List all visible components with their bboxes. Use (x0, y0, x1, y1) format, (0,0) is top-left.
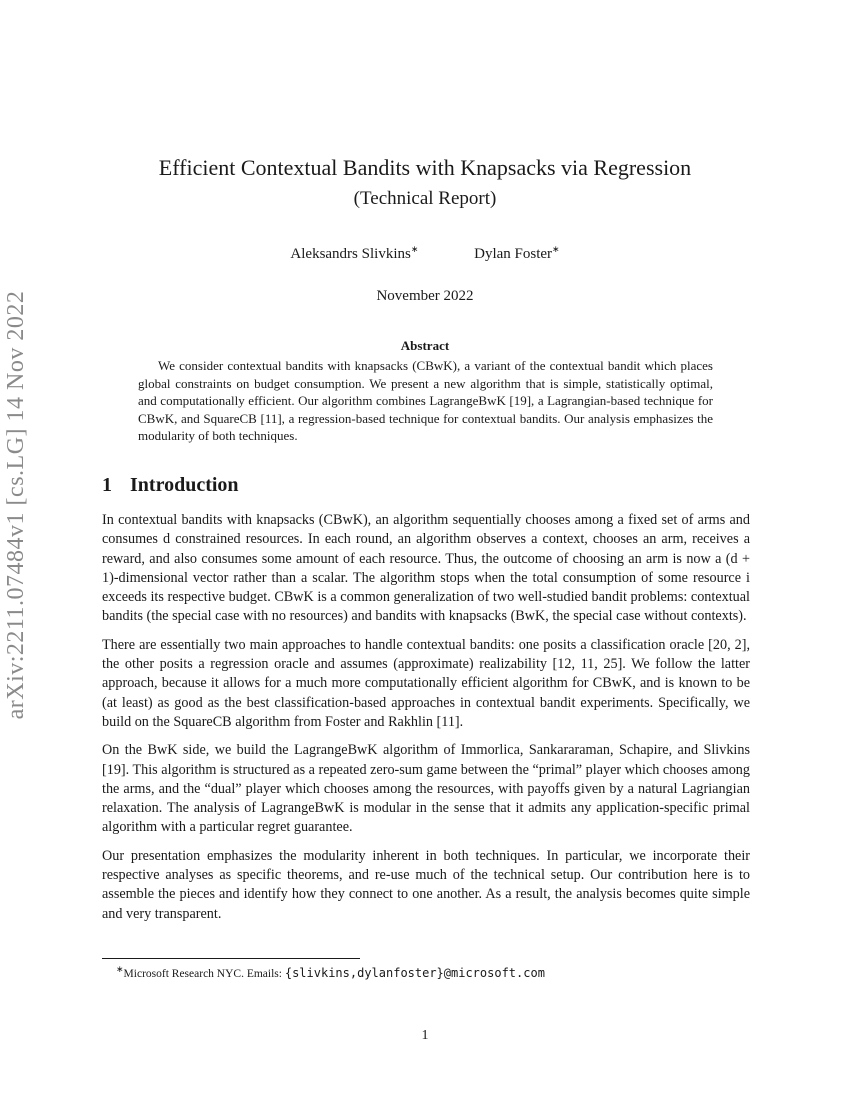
footnote-mark: ∗ (116, 964, 124, 974)
footnote-emails: {slivkins,dylanfoster}@microsoft.com (284, 965, 545, 980)
abstract-text: We consider contextual bandits with knapsacks (CBwK), a variant of the contextual bandit which places global constraints on budget consumption. We present a new algorithm that is simple, statistically optimal, and computationally efficient. Our algorithm combines LagrangeBwK [19], a Lagrangian-based technique for CBwK, and SquareCB [11], a regression-based technique for contextual bandits. Our analysis emphasizes the modularity of both techniques. (138, 358, 713, 443)
page-number: 1 (421, 1028, 429, 1043)
paragraph: Our presentation emphasizes the modularity inherent in both techniques. In particular, we incorporate their respective analyses as specific theorems, and re-use much of the technical setup. Our contribution here is to assemble the pieces and identify how they connect to one another. As a result, the analysis becomes quite simple and very transparent. (102, 847, 750, 922)
section-heading (102, 474, 239, 497)
author-list (0, 244, 850, 263)
paper-title: Efficient Contextual Bandits with Knapsacks via Regression (158, 155, 692, 180)
paragraph: There are essentially two main approaches to handle contextual bandits: one posits a classification oracle [20, 2], the other posits a regression oracle and assumes (approximate) realizability [12, 11, 25]. We follow the latter approach, because it allows for a much more computationally efficient algorithm for CBwK, and is known to be (at least) as good as the best classification-based approaches in contextual bandit experiments. Specifically, we build on the SquareCB algorithm from Foster and Rakhlin [11]. (102, 636, 750, 730)
section-title: Introduction (130, 474, 239, 496)
section-number: 1 (102, 474, 112, 496)
abstract-heading: Abstract (400, 338, 450, 353)
author-name: Dylan Foster (474, 246, 553, 262)
paragraph: In contextual bandits with knapsacks (CBwK), an algorithm sequentially chooses among a fixed set of arms and consumes d constrained resources. In each round, an algorithm observes a context, chooses an arm, receives a reward, and also consumes some amount of each resource. Thus, the outcome of choosing an arm is now a (d + 1)-dimensional vector rather than a scalar. The algorithm stops when the total consumption of some resource i exceeds its respective budget. CBwK is a common generalization of two well-studied bandit problems: contextual bandits (the special case with no resources) and bandits with knapsacks (BwK, the special case without contexts). (102, 512, 750, 625)
paper-date: November 2022 (376, 288, 474, 304)
paper-subtitle: (Technical Report) (353, 188, 497, 209)
body-text (102, 511, 750, 933)
author (474, 246, 559, 262)
author-footnote-mark: ∗ (552, 244, 560, 254)
author-name: Aleksandrs Slivkins (290, 246, 411, 262)
footnote-rule (102, 958, 360, 959)
author (290, 246, 418, 262)
paragraph: On the BwK side, we build the LagrangeBwK algorithm of Immorlica, Sankararaman, Schapire, and Slivkins [19]. This algorithm is structured as a repeated zero-sum game between the “primal” player which chooses among the arms, and the “dual” player which chooses among the resources, with payoffs given by a natural Lagriangian relaxation. The analysis of LagrangeBwK is modular in the sense that it admits any application-specific primal algorithm with a particular regret guarantee. (102, 742, 750, 836)
footnote-text: Microsoft Research NYC. Emails: (123, 967, 285, 980)
arxiv-side-stamp: arXiv:2211.07484v1 [cs.LG] 14 Nov 2022 (3, 290, 29, 720)
footnote (116, 964, 736, 980)
author-footnote-mark: ∗ (410, 244, 419, 254)
